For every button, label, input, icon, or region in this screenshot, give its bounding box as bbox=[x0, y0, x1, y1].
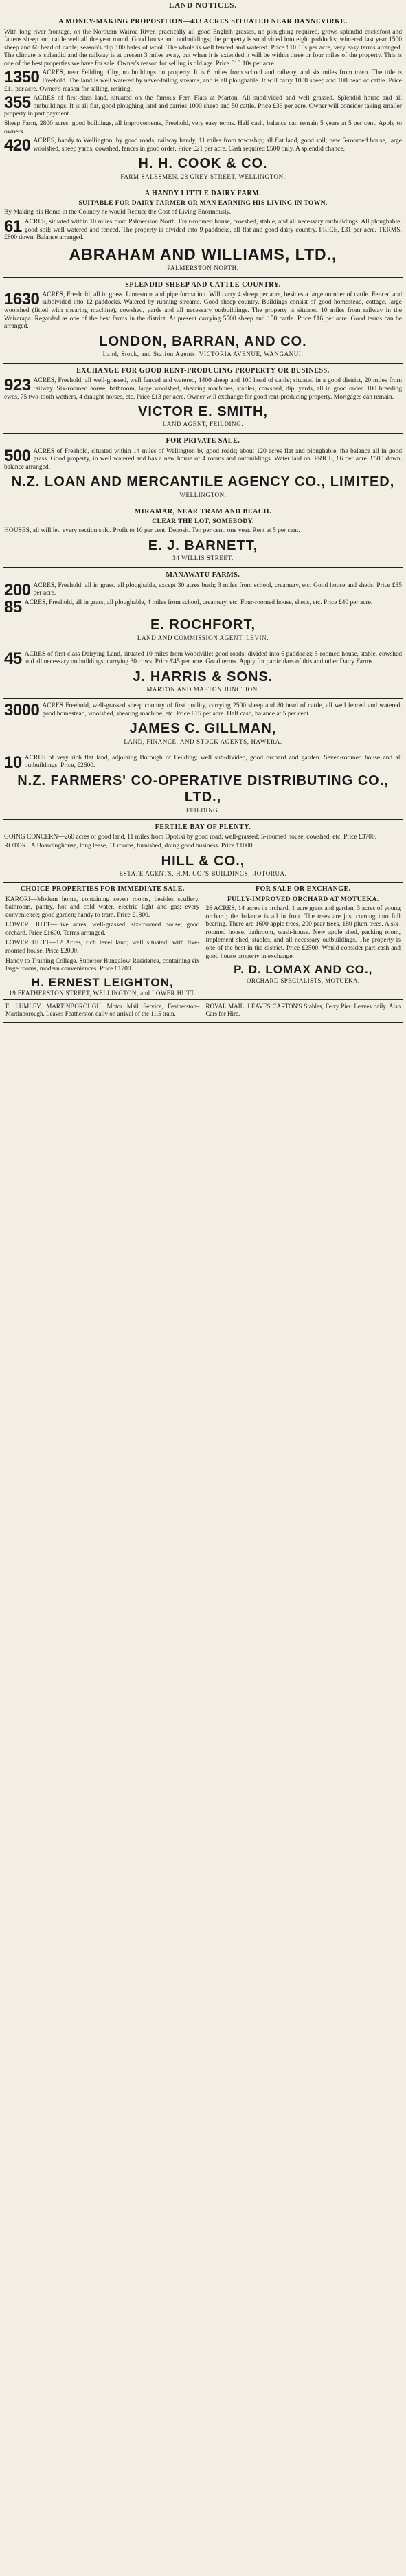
listing-text: ACRES of very rich flat land, adjoining Borough of Feilding; well sub-divided, good orchard and garden. Seven-roomed house and all outbuildings. Price, £2600. bbox=[24, 754, 402, 770]
agent-address: FARM SALESMEN, 23 GREY STREET, WELLINGTON. bbox=[120, 173, 286, 180]
agent-name: E. ROCHFORT, bbox=[150, 617, 256, 633]
land-ad bbox=[3, 14, 403, 186]
agent-name: JAMES C. GILLMAN, bbox=[129, 721, 277, 737]
property-listing bbox=[4, 377, 402, 401]
agent-name: N.Z. LOAN AND MERCANTILE AGENCY CO., LIMITED, bbox=[11, 474, 395, 490]
footer-right-text: ROYAL MAIL. LEAVES CARTON'S Stables, Ferry Pier. Leaves daily. Also Cars for Hire. bbox=[205, 1003, 401, 1018]
agent-address: Land, Stock, and Station Agents, VICTORIA AVENUE, WANGANUI. bbox=[102, 351, 304, 358]
ad-heading: MIRAMAR, NEAR TRAM AND BEACH. bbox=[134, 507, 272, 515]
listing-text: ACRES, Freehold, all well-grassed, well fenced and watered, 1400 sheep and 100 head of cattle; situated in a good district, 20 miles from railway. Six-roomed house, bathroom, large woolshed, shearing machines, stables, cowshed, dip, yards, all in good order. 100 breeding ewes, 75 two-tooth wethers, 4 draught horses, etc. Price £13 per acre. Owner will exchange for good rent-producing property. Mortgages can remain. bbox=[4, 377, 402, 401]
listing-text: ACRES of first-class Dairying Land, situated 10 miles from Woodville; good roads; divided into 6 paddocks; 5-roomed house, stable, cowshed and all necessary outbuildings; carrying 30 cows. Price £45 per acre. Good terms. Apply for particulars of this and other Dairy Farms. bbox=[24, 650, 402, 666]
agent-name: E. J. BARNETT, bbox=[148, 538, 258, 554]
leighton-ad bbox=[3, 883, 203, 999]
lomax-address: ORCHARD SPECIALISTS, MOTUEKA. bbox=[246, 977, 360, 984]
acreage-figure: 200 bbox=[4, 580, 31, 599]
property-listing bbox=[4, 29, 402, 69]
land-ad bbox=[3, 364, 403, 434]
property-listing bbox=[4, 216, 402, 243]
leighton-brand: H. ERNEST LEIGHTON, bbox=[31, 975, 174, 989]
property-listing bbox=[4, 702, 402, 718]
column-paragraph: LOWER HUTT—12 Acres, rich level land; well situated; with five-roomed house. Price £2000. bbox=[5, 940, 200, 955]
listing-text: ROTORUA Boardinghouse, long lease, 11 rooms, furnished, doing good business. Price £1000. bbox=[4, 843, 254, 850]
ad-heading: EXCHANGE FOR GOOD RENT-PRODUCING PROPERTY OR BUSINESS. bbox=[76, 367, 330, 375]
ad-heading: A HANDY LITTLE DAIRY FARM. bbox=[144, 189, 262, 197]
acreage-figure: 923 bbox=[4, 376, 31, 395]
agent-name: ABRAHAM AND WILLIAMS, LTD., bbox=[69, 245, 337, 263]
listing-text: GOING CONCERN—260 acres of good land, 11 miles from Opotiki by good road; well-grassed; 5-roomed house, cowshed, etc. Price £3700. bbox=[4, 833, 377, 841]
land-ad bbox=[3, 504, 403, 568]
land-ad bbox=[3, 751, 403, 820]
listing-text: ACRES, Freehold, all in grass. Limestone and pipe formation. Will carry 4 sheep per acre, besides a large number of cattle. Fenced and subdivided into 12 paddocks. Watered by running streams. Good sheep country. Buildings consist of good homestead, cottage, large woolshed (fitted with shearing machine), cowshed, yards and all necessary outbuildings. The property is situated 10 miles from railway in the Wairarapa. Regarded as one of the best farms in the district. At present carrying 5500 sheep and 150 cattle. Price £16 per acre. Good terms can be arranged. bbox=[4, 291, 402, 331]
acreage-figure: 10 bbox=[4, 753, 22, 772]
ads-list bbox=[3, 14, 403, 883]
ad-heading: FOR PRIVATE SALE. bbox=[166, 437, 240, 445]
agent-address: LAND, FINANCE, AND STOCK AGENTS, HAWERA. bbox=[124, 737, 282, 745]
property-listing bbox=[4, 755, 402, 770]
agent-address: PALMERSTON NORTH. bbox=[167, 264, 239, 271]
acreage-figure: 500 bbox=[4, 446, 31, 465]
property-listing bbox=[4, 69, 402, 93]
agent-name: VICTOR E. SMITH, bbox=[138, 404, 268, 420]
leighton-address: 19 FEATHERSTON STREET, WELLINGTON, and LOWER HUTT. bbox=[9, 990, 196, 997]
listing-text: ACRES, handy to Wellington, by good roads, railway handy, 11 miles from township; all flat land, good soil; new 6-roomed house, large woolshed, sheep yards, cowshed, fences in good order. Price £21 per acre. Cash required £500 only. A splendid chance. bbox=[33, 137, 402, 153]
listing-text: ACRES of first-class land, situated on the famous Fern Flats at Marton. All subdivided and well grassed. Splendid house and all outbuildings. It is all flat, good ploughing land and carries 1000 sheep and 50 cattle. Price £36 per acre. Owner will consider taking smaller property in part payment. bbox=[4, 95, 402, 118]
agent-name: J. HARRIS & SONS. bbox=[133, 669, 273, 685]
agent-address: MARTON AND MASTON JUNCTION. bbox=[146, 686, 260, 693]
agent-address: WELLINGTON. bbox=[179, 491, 227, 498]
agent-name: N.Z. FARMERS' CO-OPERATIVE DISTRIBUTING CO., LTD., bbox=[17, 773, 389, 806]
leighton-heading: CHOICE PROPERTIES FOR IMMEDIATE SALE. bbox=[20, 885, 185, 893]
land-ad bbox=[3, 699, 403, 751]
ad-subheading: SUITABLE FOR DAIRY FARMER OR MAN EARNING HIS LIVING IN TOWN. bbox=[78, 199, 328, 207]
property-listing bbox=[4, 137, 402, 153]
agent-name: LONDON, BARRAN, AND CO. bbox=[99, 333, 307, 349]
land-ad bbox=[3, 278, 403, 364]
property-listing bbox=[4, 651, 402, 667]
section-masthead: LAND NOTICES. bbox=[3, 1, 403, 12]
listing-text: With long river frontage, on the Northern Wairoa River, practically all good English grasses, no ploughing required, grows splendid cocksfoot and fattens sheep and cattle well all the year round. Good house and outbuildings; the property is subdivided into eight paddocks; wintered last year 1500 sheep and 60 head of cattle; season's clip 100 bales of wool. The whole is well fenced and watered. Price £10 10s per acre, very easy terms arranged. The climate is splendid and the railway is at present 3 miles away, but when it is extended it will be within three or four miles of the property. This is one of the best properties we have for sale. Owner's reason for selling is old age. Price £10 10s per acre. bbox=[4, 28, 402, 67]
acreage-figure: 1630 bbox=[4, 289, 40, 309]
property-listing bbox=[4, 291, 402, 331]
listing-text: ACRES, Freehold, all in grass, all ploughable, 4 miles from school, creamery, etc. Four-roomed house, sheds, etc. Price £40 per acre. bbox=[24, 599, 373, 606]
lomax-subheading: FULLY-IMPROVED ORCHARD AT MOTUEKA. bbox=[227, 896, 379, 903]
agent-address: FEILDING. bbox=[185, 806, 221, 814]
land-ad bbox=[3, 647, 403, 700]
property-listing bbox=[4, 209, 402, 217]
listing-text: ACRES Freehold, well-grassed sheep country of first quality, carrying 2500 sheep and 80 head of cattle, all well fenced and watered; good homestead, woolshed, shearing machine, etc. Price £15 per acre. Half cash, balance at 5 per cent. bbox=[42, 702, 402, 718]
lomax-paragraphs bbox=[206, 905, 401, 961]
acreage-figure: 420 bbox=[4, 136, 31, 155]
acreage-figure: 3000 bbox=[4, 701, 40, 720]
ad-heading: MANAWATU FARMS. bbox=[166, 571, 240, 579]
lomax-ad bbox=[203, 883, 404, 999]
column-paragraph: Handy to Training College. Superior Bungalow Residence, containing six large rooms, modern conveniences. Price £1700. bbox=[5, 957, 200, 973]
land-ad bbox=[3, 434, 403, 504]
acreage-figure: 61 bbox=[4, 216, 22, 236]
listing-text: Sheep Farm, 2800 acres, good buildings, all improvements, Freehold, very easy terms. Half cash, balance can remain 5 years at 5 per cent. Apply to owners. bbox=[4, 120, 402, 135]
agent-address: ESTATE AGENTS, H.M. CO.'S BUILDINGS, ROTORUA. bbox=[119, 870, 287, 878]
lomax-brand: P. D. LOMAX AND CO., bbox=[234, 963, 373, 977]
acreage-figure: 85 bbox=[4, 597, 22, 617]
property-listing bbox=[4, 527, 402, 535]
land-ad bbox=[3, 186, 403, 278]
acreage-figure: 45 bbox=[4, 649, 22, 668]
column-paragraph: KARORI—Modern home, containing seven rooms, besides scullery, bathroom, pantry, hot and cold water, electric light and gas; every convenience; good garden; handy to tram. Price £1800. bbox=[5, 896, 200, 919]
property-listing bbox=[4, 599, 402, 615]
agent-address: 34 WILLIS STREET. bbox=[172, 555, 234, 562]
agent-name: HILL & CO., bbox=[161, 854, 245, 869]
acreage-figure: 355 bbox=[4, 93, 31, 113]
property-listing bbox=[4, 120, 402, 136]
property-listing bbox=[4, 95, 402, 119]
agent-address: LAND AND COMMISSION AGENT, LEVIN. bbox=[137, 634, 269, 641]
land-ad bbox=[3, 568, 403, 647]
lomax-heading: FOR SALE OR EXCHANGE. bbox=[256, 885, 351, 893]
acreage-figure: 1350 bbox=[4, 68, 40, 87]
ad-heading: A MONEY-MAKING PROPOSITION—433 ACRES SITUATED NEAR DANNEVIRKE. bbox=[58, 18, 348, 26]
column-paragraph: 26 ACRES, 14 acres in orchard, 1 acre grass and garden, 3 acres of young orchard; the balance is all in fruit. The trees are just coming into full bearing. There are 1600 apple trees, 200 pear trees, 180 plum trees. A six-roomed house, bathroom, wash-house. New apple shed, packing room, implement shed, stables, and all necessary outbuildings. The property is one of the best in the district. Price £2500. Would consider part cash and good house property in exchange. bbox=[205, 905, 401, 960]
land-ad bbox=[3, 820, 403, 884]
column-paragraph: LOWER HUTT—Five acres, well-grassed; six-roomed house; good orchard. Price £1600. Terms arranged. bbox=[5, 922, 200, 937]
agent-name: H. H. COOK & CO. bbox=[138, 156, 268, 172]
footer-left bbox=[3, 1000, 203, 1022]
property-listing bbox=[4, 448, 402, 472]
property-listing bbox=[4, 843, 402, 851]
ad-heading: SPLENDID SHEEP AND CATTLE COUNTRY. bbox=[125, 280, 281, 289]
bottom-columns bbox=[3, 883, 403, 1000]
ad-heading: FERTILE BAY OF PLENTY. bbox=[155, 823, 251, 831]
property-listing bbox=[4, 582, 402, 598]
footer-row bbox=[3, 1000, 403, 1023]
ad-subheading: CLEAR THE LOT, SOMEBODY. bbox=[152, 518, 254, 525]
footer-left-text: E. LUMLEY, MARTINBOROUGH. Motor Mail Service, Featherston–Martinborough. Leaves Featherston daily on arrival of the 11.5 train. bbox=[5, 1003, 200, 1018]
listing-text: ACRES, near Feilding. City, no buildings on property. It is 6 miles from school and railway, and six miles from town. The title is Freehold. The land is well watered by never-failing streams, and is all ploughable. It will carry 1000 sheep and 100 head of cattle. Price £11 per acre. Owner's reason for selling, retiring. bbox=[4, 69, 402, 93]
listing-text: ACRES, situated within 10 miles from Palmerston North. Four-roomed house, cowshed, stable, and all necessary outbuildings. All ploughable; good soil; well watered and fenced. The property is divided into 9 paddocks, all flat and good dairy country. PRICE, £31 per acre. TERMS, £800 down. Balance arranged. bbox=[4, 218, 402, 242]
property-listing bbox=[4, 834, 402, 842]
footer-right bbox=[203, 1000, 404, 1022]
listing-text: ACRES, Freehold, all in grass, all ploughable, except 30 acres bush; 3 miles from school, creamery, etc. Good house and sheds. Price £35 per acre. bbox=[33, 581, 402, 597]
listing-text: ACRES of Freehold, situated within 14 miles of Wellington by good roads; about 120 acres flat and ploughable, the balance all in good grass. Good property, in well watered and has a new house of 4 rooms and outbuildings. Water laid on. PRICE, £6 per acre. £500 down, balance arranged. bbox=[4, 447, 402, 471]
leighton-paragraphs bbox=[5, 896, 200, 974]
listing-text: HOUSES, all will let, every section sold. Profit to 10 per cent. Deposit. Ten per cent, one year. Rent at 5 per cent. bbox=[4, 527, 300, 535]
agent-address: LAND AGENT, FEILDING. bbox=[162, 421, 244, 428]
listing-text: By Making his Home in the Country he would Reduce the Cost of Living Enormously. bbox=[4, 209, 232, 216]
